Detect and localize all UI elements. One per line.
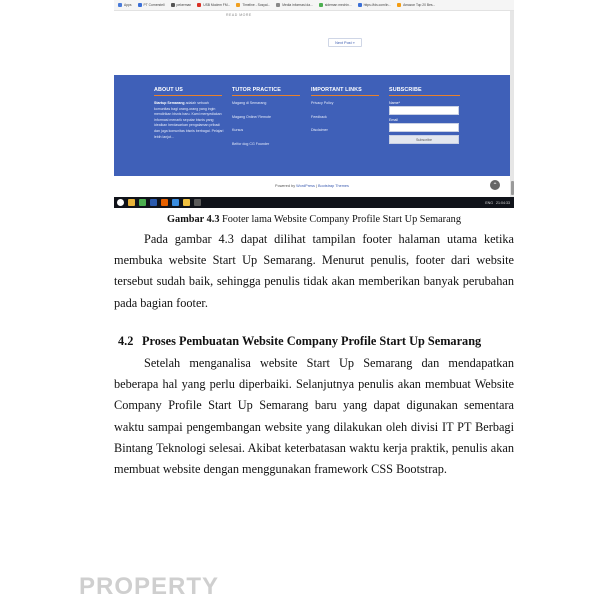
section-heading	[118, 334, 481, 349]
tray-language: ENG	[485, 200, 493, 205]
subscribe-divider	[389, 95, 460, 96]
about-body: adalah sebuah komunitas bagi orang-orang yang ingin mendirikan bisnis baru. Kami menyediakan informasi menarik seputar bisnis yang idealkan berdasarkan pengalaman pribadi dan juga komunitas bisnis berbagai. Pelajari lebih lanjut...	[154, 101, 224, 139]
footer-important-column	[311, 87, 379, 142]
important-link[interactable]: Feedback	[311, 114, 327, 119]
scrollbar[interactable]	[510, 11, 514, 197]
email-field[interactable]	[389, 123, 459, 132]
about-brand: Startup Semarang	[154, 101, 185, 105]
bookmark-label: USB Modem FM...	[203, 3, 231, 7]
subscribe-heading: SUBSCRIBE	[389, 87, 422, 93]
bookmark-favicon-icon	[171, 3, 175, 7]
caption-label: Gambar 4.3	[167, 214, 220, 225]
tutor-link[interactable]: Magang Online/ Remote	[232, 114, 271, 119]
bookmark-label: Timeline - Sosyal...	[242, 3, 271, 7]
tutor-link[interactable]: Belfor dog CG Founder	[232, 141, 270, 146]
important-heading: IMPORTANT LINKS	[311, 87, 362, 93]
tutor-link[interactable]: Magang di Semarang	[232, 101, 267, 105]
about-divider	[154, 95, 222, 96]
bookmark-item[interactable]	[138, 3, 165, 7]
bookmark-item[interactable]	[197, 3, 230, 7]
start-icon[interactable]	[117, 199, 124, 206]
bookmark-favicon-icon	[236, 3, 240, 7]
important-link[interactable]: Privacy Policy	[311, 101, 334, 105]
bookmarks-bar	[114, 0, 514, 11]
email-label: Email	[389, 118, 398, 122]
bookmark-item[interactable]	[358, 3, 391, 7]
bookmark-favicon-icon	[138, 3, 142, 7]
bookmark-favicon-icon	[358, 3, 362, 7]
bookmark-label: PT Cornerstell	[143, 3, 165, 7]
app-icon[interactable]	[194, 199, 201, 206]
word-icon[interactable]	[150, 199, 157, 206]
bookmark-item[interactable]	[319, 3, 352, 7]
bookmark-favicon-icon	[118, 3, 122, 7]
system-tray	[485, 197, 510, 208]
section-title: Proses Pembuatan Website Company Profile Start Up Semarang	[142, 334, 482, 348]
next-post-button[interactable]: Next Post »	[328, 38, 362, 47]
folder-icon[interactable]	[183, 199, 190, 206]
tutor-link[interactable]: Kursus	[232, 128, 244, 132]
bookmark-favicon-icon	[319, 3, 323, 7]
powered-prefix: Powered by	[275, 184, 297, 188]
powered-by-line	[114, 184, 510, 188]
bookmark-favicon-icon	[197, 3, 201, 7]
important-divider	[311, 95, 379, 96]
scrollbar-thumb[interactable]	[511, 181, 514, 195]
footer-tutor-column	[232, 87, 300, 155]
bookmark-item[interactable]	[171, 3, 192, 7]
powered-separator: |	[314, 184, 318, 188]
bookmark-favicon-icon	[397, 3, 401, 7]
read-more-label: READ MORE	[226, 13, 252, 17]
bookmark-label: sideman mechin...	[324, 3, 352, 7]
about-text	[154, 101, 224, 140]
bookmark-item[interactable]	[118, 3, 132, 7]
bookmark-label: Amazon Top 20 Bes...	[403, 3, 436, 7]
bookmark-label: Media informasi da...	[282, 3, 313, 7]
name-field[interactable]	[389, 106, 459, 115]
footer-subscribe-column	[389, 87, 460, 144]
taskbar	[114, 197, 514, 208]
tutor-heading: TUTOR PRACTICE	[232, 87, 281, 93]
section-number: 4.2	[118, 334, 134, 348]
figure-screenshot	[114, 0, 514, 208]
chrome-icon[interactable]	[139, 199, 146, 206]
media-icon[interactable]	[172, 199, 179, 206]
bookmark-label: https://ids.com/in...	[363, 3, 392, 7]
wordpress-link[interactable]: WordPress	[296, 184, 315, 188]
bookmark-favicon-icon	[276, 3, 280, 7]
paragraph-process: Setelah menganalisa website Start Up Semarang dan mendapatkan beberapa hal yang perlu diperbaiki. Selanjutnya penulis akan membuat Website Company Profile Start Up Semarang baru yang dapat digunakan sementara waktu sampai pengembangan website yang dilakukan oleh divisi IT PT Berbagi Bintang Teknologi selesai. Akibat keterbatasan waktu kerja praktik, penulis akan membuat website dengan menggunakan framework CSS Bootstrap.	[114, 356, 514, 477]
paragraph-footer-description: Pada gambar 4.3 dapat dilihat tampilan footer halaman utama ketika membuka website Start Up Semarang. Menurut penulis, footer dari website tersebut sudah baik, sehingga penulis tidak akan memberikan banyak perubahan pada bagian footer.	[114, 232, 514, 310]
property-watermark: PROPERTY	[79, 573, 220, 600]
subscribe-button[interactable]: Subscribe	[389, 135, 459, 144]
firefox-icon[interactable]	[161, 199, 168, 206]
tray-clock: 21:04:33	[496, 200, 510, 205]
chevron-up-icon[interactable]: ⌃	[490, 180, 500, 190]
name-label: Name*	[389, 101, 400, 105]
figure-caption	[114, 214, 514, 225]
bookmark-item[interactable]	[276, 3, 313, 7]
bookmark-item[interactable]	[397, 3, 435, 7]
bookmark-label: Apps	[124, 3, 132, 7]
explorer-icon[interactable]	[128, 199, 135, 206]
caption-text: Footer lama Website Company Profile Start Up Semarang	[219, 214, 461, 225]
important-link[interactable]: Disclaimer	[311, 128, 328, 132]
footer-about-column	[154, 87, 222, 140]
bookmark-item[interactable]	[236, 3, 270, 7]
footer-panel	[114, 75, 510, 176]
bookmark-label: pekerman	[176, 3, 192, 7]
about-heading: ABOUT US	[154, 87, 183, 93]
theme-link[interactable]: Bootstrap Themes	[317, 184, 349, 188]
tutor-divider	[232, 95, 300, 96]
